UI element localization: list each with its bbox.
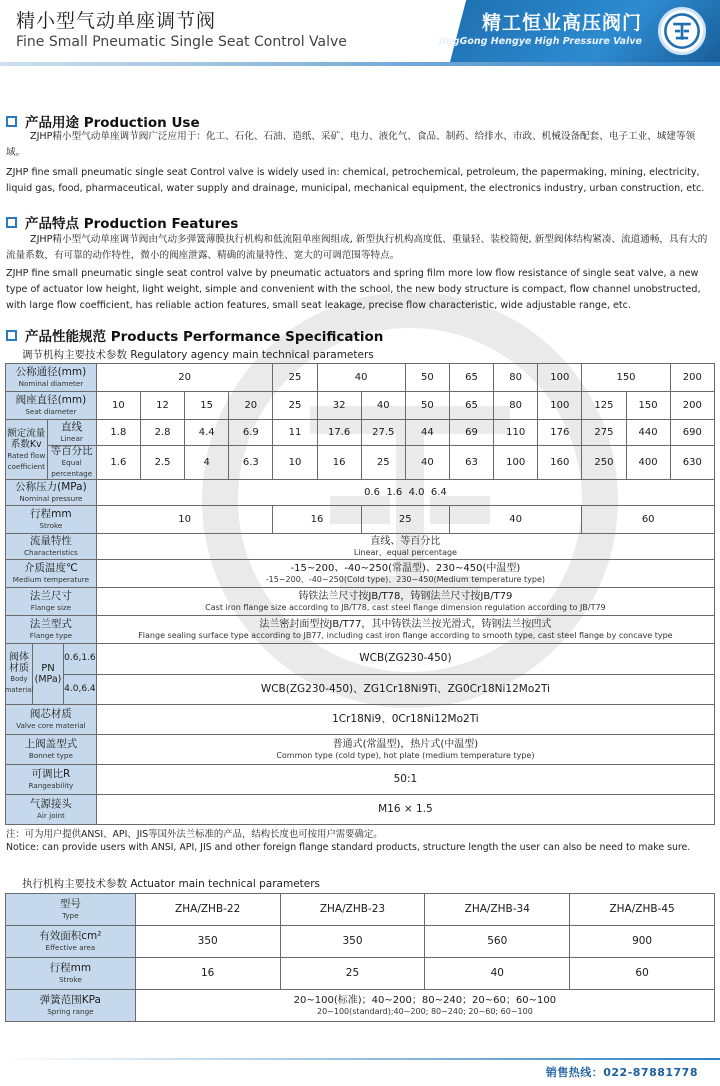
value-en: Flange sealing surface type according to JB77, including cast iron flange according to smooth type, cast steel flange by concave type xyxy=(138,630,673,640)
seat-diameter-label xyxy=(6,392,97,420)
cell: 250 xyxy=(582,446,626,480)
cell: 1.6 xyxy=(96,446,140,480)
value-cn: -15~200、-40~250(常温型)、230~450(中温型) xyxy=(290,562,521,574)
cell: 60 xyxy=(582,506,715,534)
label-cn: 公称压力(MPa) xyxy=(15,480,87,493)
cell: 10 xyxy=(96,392,140,420)
pn-label: PN xyxy=(41,663,55,674)
cell: 17.6 xyxy=(317,420,361,446)
cell: 400 xyxy=(626,446,670,480)
table-row xyxy=(6,765,715,795)
cell: 100 xyxy=(538,392,582,420)
cell: 100 xyxy=(494,446,538,480)
label-cn: 阀芯材质 xyxy=(29,707,72,720)
section-heading-text: 产品性能规范 Products Performance Specification xyxy=(25,329,384,345)
section-heading-use xyxy=(6,111,200,131)
flange-size-label xyxy=(6,588,97,616)
table-row xyxy=(6,958,715,990)
regulatory-params-table xyxy=(5,363,715,825)
cell: 25 xyxy=(273,364,317,392)
cell: 900 xyxy=(570,926,715,958)
use-text-en: ZJHP fine small pneumatic single seat Control valve is widely used in: chemical, petrochemical, petroleum, the papermaking, mining, electricity, liquid gas, food, pharmaceutical, water supply and drainage, municipal, mechanical equipment, the electronics industry, urban construction, etc. xyxy=(6,167,705,194)
body-material-label xyxy=(6,644,97,705)
table-row xyxy=(6,392,715,420)
cell: 690 xyxy=(670,420,714,446)
cell: 125 xyxy=(582,392,626,420)
square-bullet-icon xyxy=(6,116,17,127)
rangeability-label xyxy=(6,765,97,795)
square-bullet-icon xyxy=(6,217,17,228)
table-row xyxy=(6,926,715,958)
label-cn: 等百分比 xyxy=(50,445,93,457)
cell: 6.3 xyxy=(229,446,273,480)
square-bullet-icon xyxy=(6,330,17,341)
features-text-cn: ZJHP精小型气动单座调节阀由气动多弹簧薄膜执行机构和低流阻单座阀组成, 新型执行机构高度低、重量轻、装校简便, 新型阀体结构紧凑、流道通畅，具有大的流量系数，有可靠的动作特性，微小的阀座泄露、精确的流量特性、宽大的可调范围等特点。 xyxy=(6,234,708,261)
note-cn: 注：可为用户提供ANSI、API、JIS等国外法兰标准的产品，结构长度也可按用户需要确定。 xyxy=(6,829,383,840)
label-en: Medium temperature xyxy=(12,574,89,584)
section-heading-features xyxy=(6,212,238,232)
cell: ZHA/ZHB-34 xyxy=(425,894,570,926)
value-en: Common type (cold type), hot plate (medium temperature type) xyxy=(276,750,535,760)
brand-logo-icon xyxy=(658,7,706,55)
cell: 50 xyxy=(405,364,449,392)
cell: 50:1 xyxy=(96,765,714,795)
cell: 20 xyxy=(229,392,273,420)
sales-hotline: 销售热线：022-87881778 xyxy=(545,1066,698,1079)
cell: 69 xyxy=(449,420,493,446)
cell: 11 xyxy=(273,420,317,446)
cell: 440 xyxy=(626,420,670,446)
page-title: 精小型气动单座调节阀 xyxy=(16,10,217,32)
linear-label xyxy=(47,420,96,446)
cell: 65 xyxy=(449,364,493,392)
cell: 25 xyxy=(280,958,425,990)
label-cn: 法兰尺寸 xyxy=(29,589,72,602)
pressure-class-2: 4.0,6.4 xyxy=(64,683,96,694)
cell: 176 xyxy=(538,420,582,446)
use-text-cn: ZJHP精小型气动单座调节阀广泛应用于：化工、石化、石油、造纸、采矿、电力、液化气、食品、制药、给排水、市政、机械设备配套、电子工业、城建等领域。 xyxy=(6,131,696,158)
cell: ZHA/ZHB-22 xyxy=(135,894,280,926)
label-cn: 有效面积cm² xyxy=(39,929,102,942)
label-cn: 介质温度℃ xyxy=(24,561,78,574)
section-heading-text: 产品用途 Production Use xyxy=(25,115,200,131)
cell: 60 xyxy=(570,958,715,990)
table-row xyxy=(6,705,715,735)
cell: 40 xyxy=(361,392,405,420)
table-row xyxy=(6,506,715,534)
pressure-class-1: 0.6,1.6 xyxy=(64,644,96,675)
cell: 12 xyxy=(140,392,184,420)
value-cn: 法兰密封面型按JB/T77，其中铸铁法兰按光滑式，铸钢法兰按凹式 xyxy=(259,618,552,630)
label-en: Nominal pressure xyxy=(19,493,83,503)
brand-name-en: JingGong Hengye High Pressure Valve xyxy=(439,36,642,47)
label-en: Nominal diameter xyxy=(18,378,84,388)
label-cn: 弹簧范围KPa xyxy=(39,993,101,1006)
label-en: Type xyxy=(62,910,79,920)
label-en: Flange size xyxy=(30,602,72,612)
label-en: Body material xyxy=(4,675,34,694)
features-text-en: ZJHP fine small pneumatic single seat control valve by pneumatic actuators and spring film more low flow resistance of single seat valve, a new type of actuator low height, light weight, simple and convenient with the school, the new body structure is compact, flow channel unobstructed, with large flow coefficient, has reliable action features, small seat leakage, precise flow characteristic, wide adjustable range, etc. xyxy=(6,268,701,311)
value-en: -15~200、-40~250(Cold type)、230~450(Medium temperature type) xyxy=(265,574,546,584)
cell xyxy=(135,990,714,1022)
cell: 630 xyxy=(670,446,714,480)
core-material-label xyxy=(6,705,97,735)
table-row xyxy=(6,616,715,644)
spring-range-label xyxy=(6,990,136,1022)
cell: 25 xyxy=(361,506,449,534)
label-en: Air joint xyxy=(36,810,65,820)
table-row xyxy=(6,480,715,506)
table-row xyxy=(6,674,715,705)
cell xyxy=(96,534,714,560)
cell: 80 xyxy=(494,392,538,420)
type-label xyxy=(6,894,136,926)
characteristics-label xyxy=(6,534,97,560)
label-en: Valve core material xyxy=(16,720,86,730)
cell xyxy=(96,560,714,588)
label-en: Stroke xyxy=(39,520,63,530)
cell: 160 xyxy=(538,446,582,480)
cell: ZHA/ZHB-23 xyxy=(280,894,425,926)
label-en: Effective area xyxy=(45,942,96,952)
table-row xyxy=(6,644,715,675)
note-en: Notice: can provide users with ANSI, API, JIS and other foreign flange standard products, structure length the user can also be need to make sure. xyxy=(6,842,691,853)
cell: 200 xyxy=(670,364,714,392)
actuator-params-table xyxy=(5,893,715,1022)
cell xyxy=(96,616,714,644)
cell: 40 xyxy=(449,506,581,534)
table-row xyxy=(6,446,715,480)
cell: 6.9 xyxy=(229,420,273,446)
label-cn: 阀座直径(mm) xyxy=(15,393,87,406)
table-row xyxy=(6,420,715,446)
cell: 1Cr18Ni9、0Cr18Ni12Mo2Ti xyxy=(96,705,714,735)
actuator-stroke-label xyxy=(6,958,136,990)
nominal-diameter-label xyxy=(6,364,97,392)
value-cn: 20~100(标准)；40~200；80~240；20~60；60~100 xyxy=(293,994,557,1006)
flange-type-label xyxy=(6,616,97,644)
cell: 44 xyxy=(405,420,449,446)
label-cn: 法兰型式 xyxy=(29,617,72,630)
cell: 1.8 xyxy=(96,420,140,446)
cell: 63 xyxy=(449,446,493,480)
cell: 200 xyxy=(670,392,714,420)
cell xyxy=(96,588,714,616)
cell: 4 xyxy=(185,446,229,480)
table-row xyxy=(6,735,715,765)
effective-area-label xyxy=(6,926,136,958)
label-en: Flange type xyxy=(29,630,73,640)
label-cn: 上阀盖型式 xyxy=(24,737,78,750)
label-cn: 行程mm xyxy=(30,507,72,520)
cell: 350 xyxy=(280,926,425,958)
cell: ZHA/ZHB-45 xyxy=(570,894,715,926)
cell: 4.4 xyxy=(185,420,229,446)
bonnet-type-label xyxy=(6,735,97,765)
cell: 10 xyxy=(96,506,273,534)
cell: 0.6 1.6 4.0 6.4 xyxy=(96,480,714,506)
label-en: Characteristics xyxy=(24,547,78,557)
cell: 40 xyxy=(405,446,449,480)
cell: 50 xyxy=(405,392,449,420)
label-en: Rangeability xyxy=(28,780,74,790)
table-row xyxy=(6,894,715,926)
table-row xyxy=(6,534,715,560)
value-cn: 直线、等百分比 xyxy=(370,535,441,547)
cell: 25 xyxy=(361,446,405,480)
label-cn: 流量特性 xyxy=(29,534,72,547)
value-cn: 普通式(常温型)，热片式(中温型) xyxy=(332,738,479,750)
label-cn: 直线 xyxy=(61,420,83,433)
cell: 32 xyxy=(317,392,361,420)
table-row xyxy=(6,560,715,588)
cell: 25 xyxy=(273,392,317,420)
cell xyxy=(96,735,714,765)
label-en: Equal percentage xyxy=(51,458,93,478)
cell: 27.5 xyxy=(361,420,405,446)
value-en: Cast iron flange size according to JB/T78, cast steel flange dimension regulation according to JB/T79 xyxy=(205,602,606,612)
cell: 20 xyxy=(96,364,273,392)
pn-unit: (MPa) xyxy=(34,674,62,685)
label-cn: 气源接头 xyxy=(29,797,72,810)
label-cn: 型号 xyxy=(59,897,81,910)
cell: 80 xyxy=(494,364,538,392)
cell: 275 xyxy=(582,420,626,446)
rated-flow-label xyxy=(6,420,48,480)
cell: M16 × 1.5 xyxy=(96,795,714,825)
spec-table-subtitle: 调节机构主要技术参数 Regulatory agency main technical parameters xyxy=(22,349,374,361)
label-cn: 阀体材质 xyxy=(9,652,29,674)
table-row xyxy=(6,795,715,825)
table-row xyxy=(6,364,715,392)
cell: 110 xyxy=(494,420,538,446)
air-joint-label xyxy=(6,795,97,825)
cell: 150 xyxy=(582,364,670,392)
cell: 100 xyxy=(538,364,582,392)
stroke-label xyxy=(6,506,97,534)
label-en: Spring range xyxy=(47,1006,94,1016)
header-divider xyxy=(0,62,720,66)
label-en: Rated flow coefficient xyxy=(7,450,46,471)
section-heading-spec xyxy=(6,325,383,345)
footer-divider xyxy=(0,1058,720,1060)
label-cn: 可调比R xyxy=(31,767,71,780)
label-en: Stroke xyxy=(58,974,82,984)
cell: 40 xyxy=(317,364,405,392)
cell: 350 xyxy=(135,926,280,958)
page-header xyxy=(0,0,720,62)
label-cn: 额定流量系数Kv xyxy=(7,427,46,450)
table-row xyxy=(6,588,715,616)
equal-percentage-label xyxy=(47,446,96,480)
cell: 10 xyxy=(273,446,317,480)
nominal-pressure-label xyxy=(6,480,97,506)
cell: 16 xyxy=(273,506,361,534)
value-cn: 铸铁法兰尺寸按JB/T78，铸钢法兰尺寸按JB/T79 xyxy=(298,590,513,602)
label-cn: 行程mm xyxy=(49,961,92,974)
cell: 150 xyxy=(626,392,670,420)
label-en: Linear xyxy=(60,433,83,443)
section-heading-text: 产品特点 Production Features xyxy=(25,216,239,232)
cell: 40 xyxy=(425,958,570,990)
value-en: Linear、equal percentage xyxy=(353,547,457,557)
cell: 2.5 xyxy=(140,446,184,480)
cell: WCB(ZG230-450)、ZG1Cr18Ni9Ti、ZG0Cr18Ni12Mo2Ti xyxy=(96,674,714,705)
cell: 16 xyxy=(135,958,280,990)
value-en: 20~100(standard);40~200; 80~240; 20~60; 60~100 xyxy=(316,1006,533,1016)
page-subtitle: Fine Small Pneumatic Single Seat Control Valve xyxy=(16,34,347,50)
label-en: Seat diameter xyxy=(25,406,77,416)
cell: WCB(ZG230-450) xyxy=(96,644,714,675)
actuator-table-subtitle: 执行机构主要技术参数 Actuator main technical parameters xyxy=(22,878,321,890)
label-cn: 公称通径(mm) xyxy=(15,365,87,378)
brand-name: 精工恒业高压阀门 xyxy=(481,12,642,34)
cell: 2.8 xyxy=(140,420,184,446)
medium-temperature-label xyxy=(6,560,97,588)
cell: 15 xyxy=(185,392,229,420)
cell: 560 xyxy=(425,926,570,958)
cell: 16 xyxy=(317,446,361,480)
label-en: Bonnet type xyxy=(28,750,73,760)
table-row xyxy=(6,990,715,1022)
cell: 65 xyxy=(449,392,493,420)
